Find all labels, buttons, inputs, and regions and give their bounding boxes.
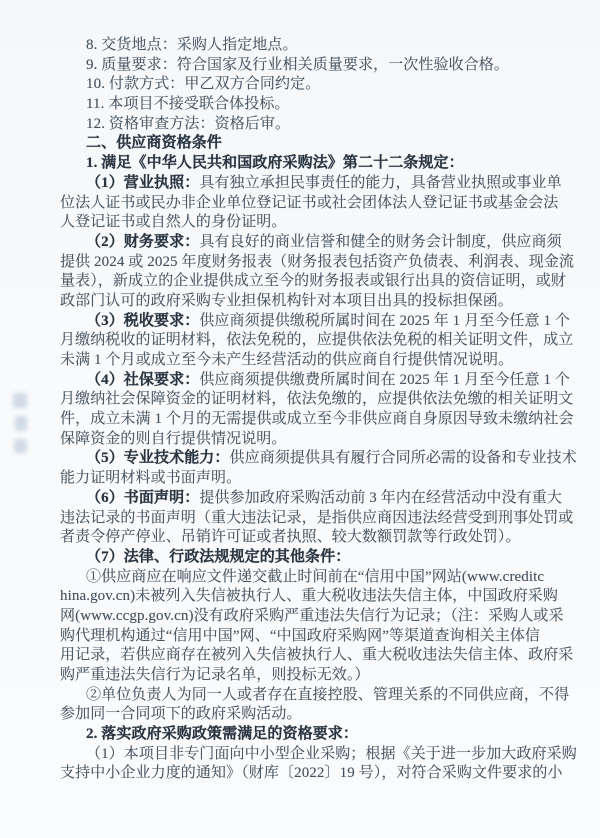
text-line [60, 174, 560, 194]
text-line [60, 509, 574, 529]
text-segment: 8. 交货地点：采购人指定地点。 [86, 37, 298, 53]
text-segment: 具有良好的商业信誉和健全的财务会计制度，供应商须 [199, 233, 562, 250]
text-segment: 支持中小企业力度的通知》（财库〔2022〕19 号），对符合采购文件要求的小 [60, 765, 563, 782]
text-segment: 提供 2024 或 2025 年度财务报表（财务报表包括资产负债表、利润表、现金流 [60, 253, 575, 270]
text-segment: 供应商须提供缴费所属时间在 2025 年 1 月至今任意 1 个 [199, 371, 571, 388]
text-line [60, 213, 560, 233]
edge-stamp-artifact [13, 393, 27, 453]
text-segment: ②单位负责人为同一人或者存在直接控股、管理关系的不同供应商，不得 [86, 686, 570, 703]
text-line [60, 627, 560, 647]
text-line [60, 430, 560, 450]
text-segment: 购严重违法失信行为记录名单，则投标无效。） [60, 667, 370, 683]
text-line [60, 705, 560, 725]
heading-segment: 2. 落实政府采购政策需满足的资格要求： [86, 726, 359, 743]
text-segment: 12. 资格审查方法：资格后审。 [86, 115, 291, 132]
text-segment: 保障资金的则自行提供情况说明。 [60, 430, 287, 447]
text-segment: 月缴纳税收的证明材料，依法免税的，应提供依法免税的相关证明文件，成立 [60, 332, 574, 349]
text-segment: 10. 付款方式：甲乙双方合同约定。 [86, 76, 321, 93]
text-line [60, 154, 560, 174]
text-line [60, 469, 560, 489]
text-line [60, 351, 560, 371]
text-line [60, 56, 560, 76]
text-line [60, 410, 574, 430]
text-line [60, 272, 566, 292]
text-line [60, 489, 560, 509]
text-segment: 参加同一合同项下的政府采购活动。 [60, 706, 302, 723]
text-segment: 购代理机构通过“信用中国”网、“中国政府采购网”等渠道查询相关主体信 [60, 627, 541, 644]
text-line [60, 95, 560, 115]
text-segment: 9. 质量要求：符合国家及行业相关质量要求，一次性验收合格。 [86, 56, 510, 73]
edge-stamp-mark [15, 416, 27, 431]
text-line [60, 134, 560, 154]
text-line [60, 666, 560, 686]
text-segment: 具有独立承担民事责任的能力，具备营业执照或事业单 [199, 174, 562, 191]
text-line [60, 390, 574, 410]
text-line [60, 528, 560, 548]
text-line [60, 233, 560, 253]
text-segment: 用记录，若供应商存在被列入失信被执行人、重大税收违法失信主体、政府采 [60, 647, 574, 664]
text-line [60, 253, 575, 273]
text-segment: 者责令停产停业、吊销许可证或者执照、较大数额罚款等行政处罚）。 [60, 529, 521, 546]
text-segment: 提供参加政府采购活动前 3 年内在经营活动中没有重大 [199, 489, 562, 506]
text-segment: 未满 1 个月或成立至今未产生经营活动的供应商自行提供情况说明。 [60, 352, 514, 368]
text-segment: hina.gov.cn)未被列入失信被执行人、重大税收违法失信主体，中国政府采购 [60, 588, 559, 605]
edge-stamp-mark [14, 439, 27, 453]
heading-segment: 1. 满足《中华人民共和国政府采购法》第二十二条规定： [86, 155, 464, 172]
heading-segment: （2）财务要求： [86, 233, 200, 250]
text-line [60, 587, 560, 607]
heading-segment: （6）书面声明： [86, 489, 200, 506]
text-line [60, 312, 571, 332]
text-segment: 供应商须提供具有履行合同所必需的设备和专业技术 [229, 450, 577, 467]
text-segment: 政部门认可的政府采购专业担保机构针对本项目出具的投标担保函。 [60, 292, 514, 309]
text-segment: （1）本项目非专门面向中小型企业采购；根据《关于进一步加大政府采购 [86, 745, 577, 762]
text-line [60, 331, 574, 351]
text-line [60, 764, 563, 784]
text-line [60, 36, 560, 56]
heading-segment: （7）法律、行政法规规定的其他条件： [86, 548, 351, 565]
text-segment: 11. 本项目不接受联合体投标。 [86, 96, 290, 113]
text-segment: 网(www.ccgp.gov.cn)没有政府采购严重违法失信行为记录；（注：采购人或采 [60, 607, 564, 624]
text-segment: 位法人证书或民办非企业单位登记证书或社会团体法人登记证书或基金会法 [60, 194, 559, 211]
text-line [60, 725, 560, 745]
text-segment: 人登记证书或自然人的身份证明。 [60, 214, 287, 231]
text-segment: 量表），新成立的企业提供成立至今的财务报表或银行出具的资信证明，或财 [60, 273, 566, 290]
text-line [60, 568, 560, 588]
text-line [60, 194, 560, 214]
text-line [60, 371, 571, 391]
text-line [60, 449, 577, 469]
text-segment: 能力证明材料或书面声明。 [60, 470, 242, 487]
heading-segment: 二、供应商资格条件 [86, 135, 222, 152]
heading-segment: （4）社保要求： [86, 371, 200, 388]
text-line [60, 548, 560, 568]
document-body [60, 36, 577, 784]
text-line [60, 115, 560, 135]
text-segment: 供应商须提供缴税所属时间在 2025 年 1 月至今任意 1 个 [199, 312, 571, 329]
text-line [60, 292, 560, 312]
text-line [60, 75, 560, 95]
heading-segment: （3）税收要求： [86, 312, 200, 329]
text-segment: ①供应商应在响应文件递交截止时间前在“信用中国”网站(www.creditc [86, 568, 545, 585]
text-segment: 月缴纳社会保障资金的证明材料，依法免缴的，应提供依法免缴的相关证明文 [60, 391, 574, 408]
text-line [60, 686, 570, 706]
text-segment: 违法记录的书面声明（重大违法记录，是指供应商因违法经营受到刑事处罚或 [60, 509, 574, 526]
text-line [60, 607, 564, 627]
heading-segment: （1）营业执照： [86, 174, 200, 191]
edge-stamp-mark [13, 393, 27, 408]
heading-segment: （5）专业技术能力： [86, 450, 230, 467]
text-line [60, 646, 574, 666]
text-line [60, 745, 577, 765]
text-segment: 件，成立未满 1 个月的无需提供或成立至今非供应商自身原因导致未缴纳社会 [60, 411, 574, 428]
